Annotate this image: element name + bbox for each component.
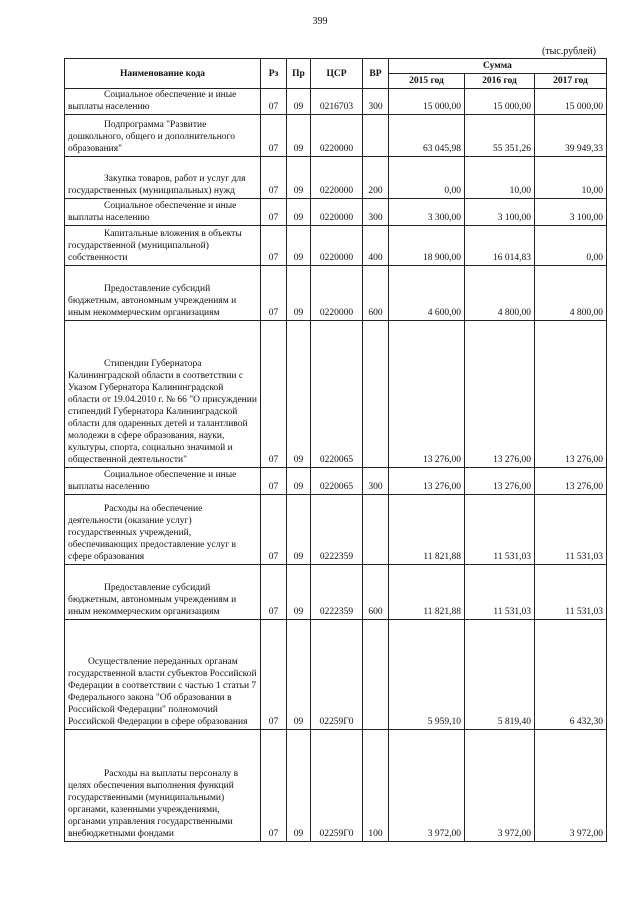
row-rz: 07 xyxy=(261,495,287,565)
row-name: Закупка товаров, работ и услуг для государственных (муниципальных) нужд xyxy=(68,174,246,196)
table-row xyxy=(65,321,607,468)
row-2016: 11 531,03 xyxy=(465,565,535,620)
row-csr: 0220000 xyxy=(311,199,363,226)
row-2015: 4 600,00 xyxy=(389,266,465,321)
row-2015: 3 300,00 xyxy=(389,199,465,226)
row-2015: 3 972,00 xyxy=(389,730,465,842)
row-rz: 07 xyxy=(261,620,287,730)
row-pr: 09 xyxy=(287,730,311,842)
row-vr: 300 xyxy=(363,468,389,495)
table-row xyxy=(65,266,607,321)
row-rz: 07 xyxy=(261,730,287,842)
row-vr xyxy=(363,321,389,468)
row-2015: 0,00 xyxy=(389,157,465,199)
header-rz: Рз xyxy=(261,59,287,89)
row-vr: 100 xyxy=(363,730,389,842)
row-2017: 4 800,00 xyxy=(535,266,607,321)
row-name: Подпрограмма "Развитие дошкольного, общего и дополнительного образования" xyxy=(68,120,235,154)
row-2016: 13 276,00 xyxy=(465,468,535,495)
row-2016: 15 000,00 xyxy=(465,89,535,115)
row-2015: 13 276,00 xyxy=(389,321,465,468)
row-2017: 3 100,00 xyxy=(535,199,607,226)
row-csr: 02259Г0 xyxy=(311,620,363,730)
row-rz: 07 xyxy=(261,565,287,620)
row-pr: 09 xyxy=(287,199,311,226)
row-rz: 07 xyxy=(261,199,287,226)
row-name: Социальное обеспечение и иные выплаты населению xyxy=(68,470,237,492)
row-pr: 09 xyxy=(287,266,311,321)
row-csr: 0220000 xyxy=(311,266,363,321)
row-2016: 16 014,83 xyxy=(465,226,535,266)
row-2017: 6 432,30 xyxy=(535,620,607,730)
row-pr: 09 xyxy=(287,89,311,115)
row-name: Предоставление субсидий бюджетным, автономным учреждениям и иным некоммерческим организациям xyxy=(68,284,237,318)
row-csr: 0220000 xyxy=(311,226,363,266)
row-2017: 10,00 xyxy=(535,157,607,199)
row-2017: 39 949,33 xyxy=(535,115,607,157)
row-2015: 5 959,10 xyxy=(389,620,465,730)
row-pr: 09 xyxy=(287,495,311,565)
row-pr: 09 xyxy=(287,226,311,266)
row-csr: 0222359 xyxy=(311,495,363,565)
row-2015: 15 000,00 xyxy=(389,89,465,115)
row-rz: 07 xyxy=(261,266,287,321)
row-name: Социальное обеспечение и иные выплаты населению xyxy=(68,90,237,112)
row-2016: 3 972,00 xyxy=(465,730,535,842)
page-number: 399 xyxy=(312,16,328,27)
row-name: Социальное обеспечение и иные выплаты населению xyxy=(68,201,237,223)
row-2017: 13 276,00 xyxy=(535,321,607,468)
row-rz: 07 xyxy=(261,115,287,157)
table-row xyxy=(65,730,607,842)
row-2016: 11 531,03 xyxy=(465,495,535,565)
header-pr: Пр xyxy=(287,59,311,89)
header-sum: Сумма xyxy=(389,59,607,74)
row-csr: 0216703 xyxy=(311,89,363,115)
table-row xyxy=(65,157,607,199)
table-row xyxy=(65,226,607,266)
row-rz: 07 xyxy=(261,157,287,199)
row-rz: 07 xyxy=(261,89,287,115)
row-2017: 13 276,00 xyxy=(535,468,607,495)
header-csr: ЦСР xyxy=(311,59,363,89)
row-2016: 5 819,40 xyxy=(465,620,535,730)
row-pr: 09 xyxy=(287,620,311,730)
row-2017: 15 000,00 xyxy=(535,89,607,115)
table-row xyxy=(65,620,607,730)
header-name: Наименование кода xyxy=(65,59,261,89)
row-vr: 300 xyxy=(363,199,389,226)
row-name: Расходы на обеспечение деятельности (оказание услуг) государственных учреждений, обеспечивающих предоставление услуг в сфере образования xyxy=(68,504,236,562)
row-2015: 18 900,00 xyxy=(389,226,465,266)
header-2016: 2016 год xyxy=(465,74,535,89)
row-2017: 11 531,03 xyxy=(535,565,607,620)
row-csr: 02259Г0 xyxy=(311,730,363,842)
row-vr: 600 xyxy=(363,266,389,321)
row-name: Стипендии Губернатора Калининградской области в соответствии с Указом Губернатора Калининградской области от 19.04.2010 г. № 66 "О присуждении стипендий Губернатора Калининградской области для одаренных детей и талантливой молодежи в сфере образования, науки, культуры, спорта, социально значимой и общественной деятельности" xyxy=(68,359,257,465)
row-vr xyxy=(363,495,389,565)
row-vr: 600 xyxy=(363,565,389,620)
row-pr: 09 xyxy=(287,565,311,620)
row-2015: 11 821,88 xyxy=(389,565,465,620)
header-vr: ВР xyxy=(363,59,389,89)
budget-table xyxy=(64,58,607,842)
row-rz: 07 xyxy=(261,226,287,266)
row-2016: 55 351,26 xyxy=(465,115,535,157)
row-vr xyxy=(363,620,389,730)
row-pr: 09 xyxy=(287,468,311,495)
row-csr: 0220000 xyxy=(311,157,363,199)
row-2015: 11 821,88 xyxy=(389,495,465,565)
row-name: Капитальные вложения в объекты государственной (муниципальной) собственности xyxy=(68,229,242,263)
row-vr xyxy=(363,115,389,157)
row-csr: 0222359 xyxy=(311,565,363,620)
row-rz: 07 xyxy=(261,321,287,468)
table-row xyxy=(65,199,607,226)
table-row xyxy=(65,565,607,620)
table-row xyxy=(65,495,607,565)
row-2016: 4 800,00 xyxy=(465,266,535,321)
row-pr: 09 xyxy=(287,321,311,468)
row-pr: 09 xyxy=(287,115,311,157)
row-name: Предоставление субсидий бюджетным, автономным учреждениям и иным некоммерческим организациям xyxy=(68,583,237,617)
row-vr: 300 xyxy=(363,89,389,115)
row-vr: 400 xyxy=(363,226,389,266)
header-2015: 2015 год xyxy=(389,74,465,89)
row-2015: 63 045,98 xyxy=(389,115,465,157)
row-2017: 0,00 xyxy=(535,226,607,266)
row-2016: 10,00 xyxy=(465,157,535,199)
row-vr: 200 xyxy=(363,157,389,199)
row-name: Расходы на выплаты персоналу в целях обеспечения выполнения функций государственными (муниципальными) органами, казенными учреждениями, органами управления государственными внебюджетными фондами xyxy=(68,769,239,839)
row-rz: 07 xyxy=(261,468,287,495)
header-2017: 2017 год xyxy=(535,74,607,89)
table-row xyxy=(65,468,607,495)
table-row xyxy=(65,115,607,157)
units-label: (тыс.рублей) xyxy=(541,46,596,57)
row-csr: 0220065 xyxy=(311,321,363,468)
row-2017: 3 972,00 xyxy=(535,730,607,842)
row-2015: 13 276,00 xyxy=(389,468,465,495)
table-row xyxy=(65,89,607,115)
row-2016: 3 100,00 xyxy=(465,199,535,226)
row-2016: 13 276,00 xyxy=(465,321,535,468)
row-csr: 0220065 xyxy=(311,468,363,495)
row-csr: 0220000 xyxy=(311,115,363,157)
row-2017: 11 531,03 xyxy=(535,495,607,565)
row-pr: 09 xyxy=(287,157,311,199)
row-name: Осуществление переданных органам государственной власти субъектов Российской Федерации в соответствии с частью 1 статьи 7 Федерального закона "Об образовании в Российской Федерации" полномочий Российской Федерации в сфере образования xyxy=(68,657,257,727)
